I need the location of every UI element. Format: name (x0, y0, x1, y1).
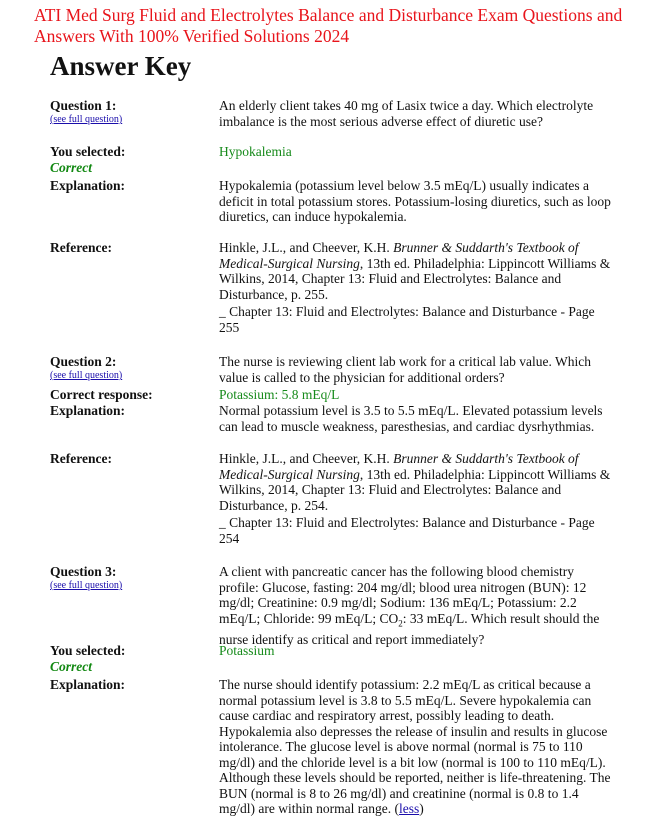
question-2-answer: Potassium: 5.8 mEq/L (219, 387, 340, 402)
question-3-text-part-b: : 33 mEq/L. Which result should the nurse identify as critical and report immediately? (219, 610, 600, 647)
co2-subscript: 2 (398, 618, 403, 629)
explanation-label: Explanation: (50, 178, 126, 193)
reference-label: Reference: (50, 240, 112, 255)
question-3-label (50, 564, 215, 592)
reference-author: Hinkle, J.L., and Cheever, K.H. (219, 240, 394, 255)
question-3-explanation-text: The nurse should identify potassium: 2.2 mEq/L as critical because a normal potassium level is 3.8 to 5.5 mEq/L. Severe hypokalemia can cause cardiac and respiratory arrest, possibly leading to death. Hypokalemia also depresses the release of insulin and results in glucose intolerance. The glucose level is above normal (normal is 75 to 110 mg/dl) and the chloride level is a bit low (normal is 100 to 110 mEq/L). Although these levels should be reported, neither is life-threatening. The BUN (normal is 8 to 26 mg/dl) and creatinine (normal is 0.8 to 1.4 mg/dl) are within normal range. ( (219, 677, 611, 816)
question-3-title: Question 3: (50, 564, 117, 579)
document-title: ATI Med Surg Fluid and Electrolytes Balance and Disturbance Exam Questions and Answers With 100% Verified Solutions 2024 (34, 5, 623, 46)
question-1-reference (219, 240, 611, 335)
reference-chapter-page: _ Chapter 13: Fluid and Electrolytes: Balance and Disturbance - Page 255 (219, 304, 595, 335)
reference-label: Reference: (50, 451, 112, 466)
you-selected-label: You selected: (50, 643, 126, 658)
reference-details: , 13th ed. Philadelphia: Lippincott Williams & Wilkins, 2014, Chapter 13: Fluid and Electrolytes: Balance and Disturbance, p. 255. (219, 255, 611, 302)
correct-status: Correct (50, 659, 92, 674)
question-2-text: The nurse is reviewing client lab work for a critical lab value. Which value is called to the physician for additional orders? (219, 354, 591, 385)
question-3-text-part-a: A client with pancreatic cancer has the following blood chemistry profile: Glucose, fasting: 204 mg/dl; blood urea nitrogen (BUN): 12 mg/dl; Creatinine: 0.9 mg/dl; Sodium: 136 mEq/L; Potassium: 2.2 mEq/L; Chloride: 99 mEq/L; CO (219, 564, 587, 626)
question-1-answer: Hypokalemia (219, 144, 292, 159)
reference-book-title: Brunner & Suddarth's Textbook of Medical-Surgical Nursing (219, 240, 579, 271)
question-1-explanation: Hypokalemia (potassium level below 3.5 mEq/L) usually indicates a deficit in total potassium stores. Potassium-losing diuretics, such as loop diuretics, can induce hypokalemia. (219, 178, 611, 224)
correct-status: Correct (50, 160, 92, 175)
question-3-explanation (219, 677, 611, 817)
question-3-text (219, 564, 611, 647)
reference-details: , 13th ed. Philadelphia: Lippincott Williams & Wilkins, 2014, Chapter 13: Fluid and Electrolytes: Balance and Disturbance, p. 254. (219, 466, 611, 513)
you-selected-label: You selected: (50, 144, 126, 159)
question-2-label (50, 354, 215, 382)
question-2-reference (219, 451, 611, 546)
explanation-label: Explanation: (50, 677, 126, 692)
reference-chapter-page: _ Chapter 13: Fluid and Electrolytes: Balance and Disturbance - Page 254 (219, 515, 595, 546)
question-1-see-full-link[interactable]: (see full question) (50, 114, 123, 125)
reference-author: Hinkle, J.L., and Cheever, K.H. (219, 451, 394, 466)
closing-paren: ) (419, 801, 424, 816)
question-3-see-full-link[interactable]: (see full question) (50, 580, 123, 591)
question-1-title: Question 1: (50, 98, 117, 113)
correct-response-label: Correct response: (50, 387, 153, 402)
question-1-label (50, 98, 215, 126)
reference-book-title: Brunner & Suddarth's Textbook of Medical-Surgical Nursing (219, 451, 579, 482)
question-2-title: Question 2: (50, 354, 117, 369)
explanation-label: Explanation: (50, 403, 126, 418)
question-2-see-full-link[interactable]: (see full question) (50, 370, 123, 381)
question-3-answer: Potassium (219, 643, 275, 658)
question-2-explanation: Normal potassium level is 3.5 to 5.5 mEq/L. Elevated potassium levels can lead to muscle weakness, paresthesias, and cardiac dysrhythmias. (219, 403, 603, 434)
less-link[interactable]: less (398, 801, 420, 816)
answer-key-heading: Answer Key (50, 51, 192, 81)
question-1-text: An elderly client takes 40 mg of Lasix twice a day. Which electrolyte imbalance is the most serious adverse effect of diuretic use? (219, 98, 594, 129)
